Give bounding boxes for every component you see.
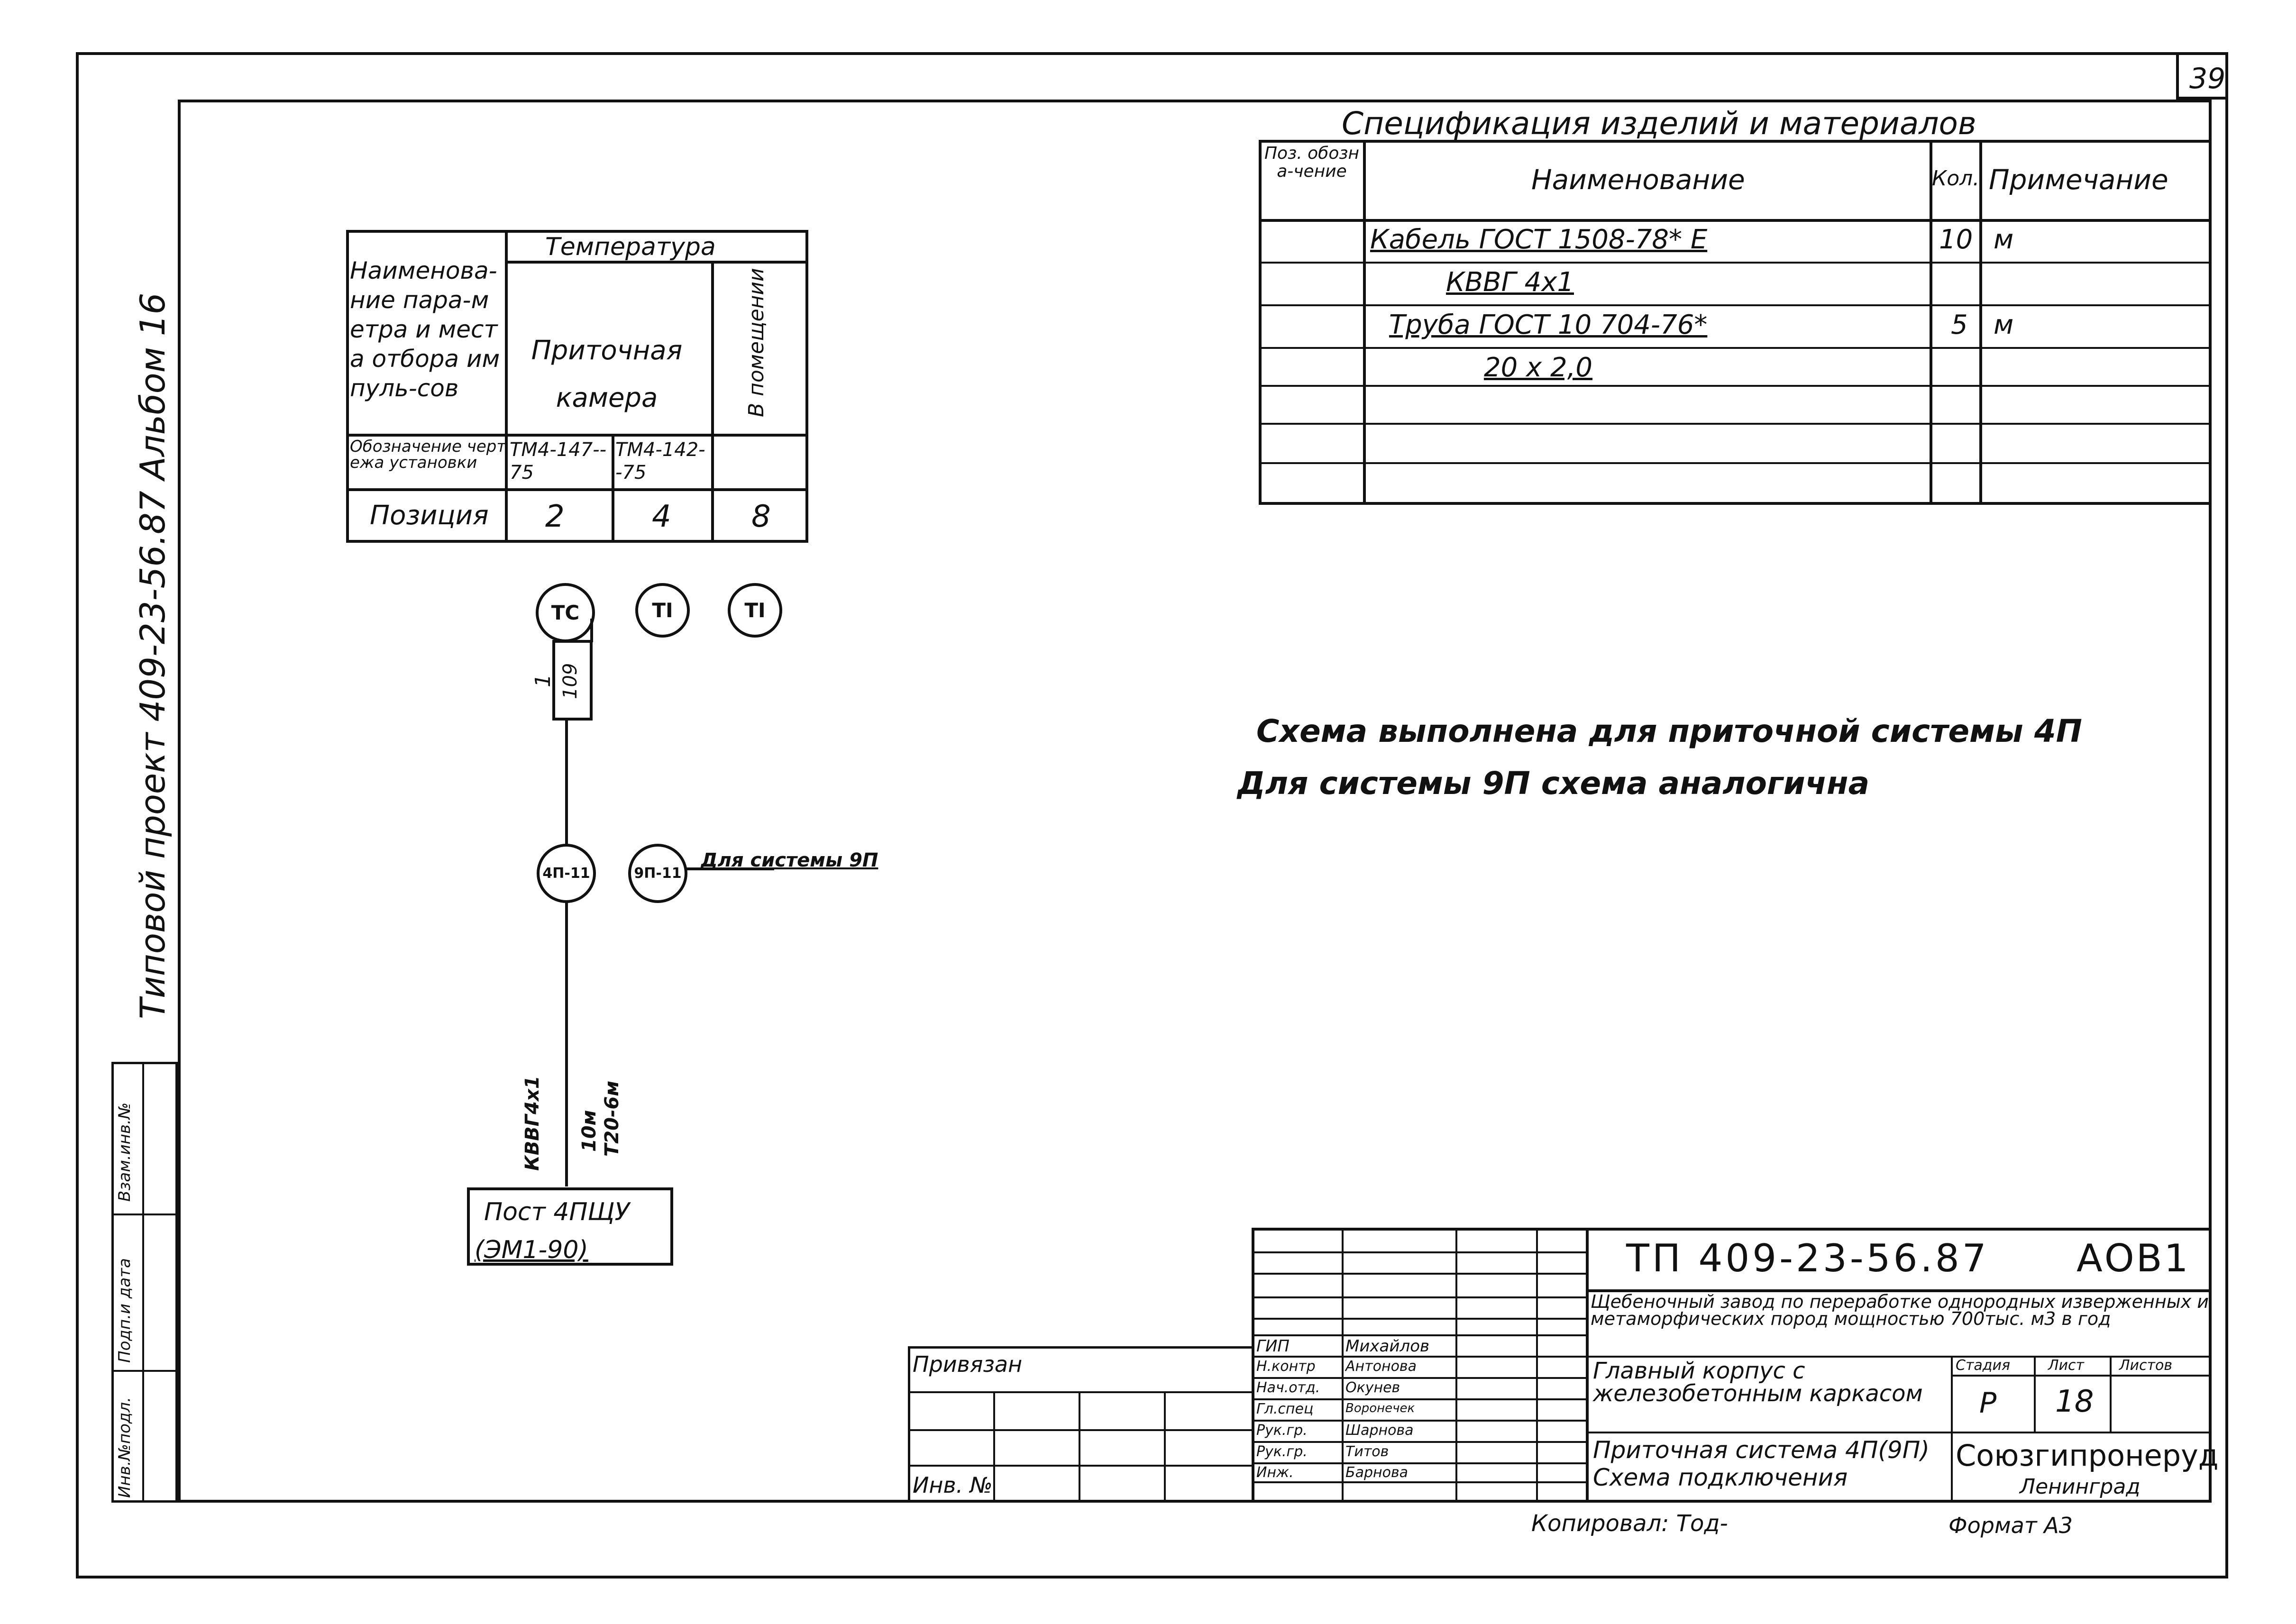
main-row bbox=[1252, 1377, 1586, 1379]
bound-line bbox=[993, 1391, 995, 1503]
spec-header-pos: Поз. обозна-чение bbox=[1264, 144, 1360, 181]
role-name: Воронечек bbox=[1345, 1401, 1415, 1415]
main-col bbox=[1342, 1228, 1344, 1503]
spec-row-name: Труба ГОСТ 10 704-76* bbox=[1389, 310, 1708, 340]
param-row2-label: Обозначение чертежа установки bbox=[350, 437, 506, 472]
spec-col-line bbox=[1979, 140, 1982, 505]
main-row bbox=[1252, 1318, 1586, 1320]
spec-row-note: м bbox=[1994, 224, 2014, 255]
param-row-line bbox=[346, 434, 808, 437]
spec-row-name: 20 х 2,0 bbox=[1484, 352, 1593, 383]
circle-9p-11: 9П-11 bbox=[628, 844, 687, 903]
main-row bbox=[1252, 1398, 1586, 1400]
param-row3-label: Позиция bbox=[370, 500, 489, 531]
sheet-title: Приточная система 4П(9П) Схема подключения bbox=[1593, 1436, 1930, 1491]
side-title: Типовой проект 409-23-56.87 Альбом 16 bbox=[133, 292, 173, 1019]
cable-label: КВВГ4х1 bbox=[521, 1076, 543, 1171]
spec-header-note: Примечание bbox=[1989, 164, 2168, 196]
param-pos-value: 4 bbox=[652, 499, 671, 534]
stamp-divider bbox=[142, 1062, 144, 1503]
circle-4p-11: 4П-11 bbox=[537, 844, 596, 903]
param-col-supply: Приточная камера bbox=[531, 335, 683, 413]
role: Рук.гр. bbox=[1256, 1422, 1308, 1439]
bound-line bbox=[1164, 1391, 1166, 1503]
role-name: Михайлов bbox=[1345, 1337, 1430, 1356]
sheet-number-box bbox=[2176, 52, 2228, 100]
main-row bbox=[1252, 1251, 1586, 1253]
building-name: Главный корпус с железобетонным каркасом bbox=[1593, 1358, 1923, 1407]
main-col bbox=[1586, 1228, 1589, 1503]
role: Нач.отд. bbox=[1256, 1379, 1320, 1396]
signal-line bbox=[565, 720, 568, 845]
circle-ti-4: TI bbox=[635, 583, 690, 638]
spec-row-line bbox=[1259, 219, 2212, 222]
param-header-temperature: Температура bbox=[545, 233, 716, 261]
main-col bbox=[2034, 1356, 2036, 1432]
param-row2-v2: ТМ4-142--75 bbox=[615, 439, 705, 484]
album-code: АОВ1 bbox=[2076, 1236, 2190, 1280]
side-stamp-inventory: Инв.№подл. bbox=[115, 1397, 134, 1498]
spec-row-name: КВВГ 4х1 bbox=[1446, 267, 1574, 298]
post-line1: Пост 4ПЩУ bbox=[484, 1198, 630, 1226]
spec-row-line bbox=[1259, 423, 2212, 425]
bound-line bbox=[1079, 1391, 1080, 1503]
sensor-lead bbox=[590, 619, 593, 642]
stamp-divider bbox=[111, 1213, 178, 1215]
role: Рук.гр. bbox=[1256, 1443, 1308, 1460]
main-row bbox=[1252, 1420, 1586, 1422]
spec-row-qty: 5 bbox=[1951, 310, 1968, 340]
sensor-mark: 1 bbox=[531, 674, 555, 687]
spec-row-line bbox=[1259, 262, 2212, 264]
spec-row-line bbox=[1259, 304, 2212, 306]
project-name: Щебеночный завод по переработке однородных изверженных и метаморфических пород мощностью 700тыс. м3 в год bbox=[1591, 1291, 2209, 1329]
spec-row-line bbox=[1259, 347, 2212, 349]
cable-line bbox=[565, 902, 568, 1186]
role: Гл.спец bbox=[1256, 1401, 1314, 1417]
role-name: Окунев bbox=[1345, 1379, 1400, 1396]
sheet-header: Лист bbox=[2048, 1357, 2085, 1374]
circle-tc: ТС bbox=[536, 583, 595, 642]
param-col-room: В помещении bbox=[744, 268, 768, 417]
main-row bbox=[1252, 1296, 1586, 1298]
spec-row-qty: 10 bbox=[1939, 224, 1973, 255]
note-line1: Схема выполнена для приточной системы 4П bbox=[1256, 713, 2082, 749]
main-row bbox=[1252, 1441, 1586, 1443]
param-pos-value: 2 bbox=[545, 499, 565, 534]
post-box bbox=[467, 1187, 673, 1266]
org-name: Союзгипронеруд bbox=[1956, 1438, 2219, 1473]
main-row bbox=[1252, 1462, 1586, 1464]
project-code: ТП 409-23-56.87 bbox=[1626, 1236, 1989, 1280]
side-stamp-signature: Подп.и дата bbox=[115, 1258, 134, 1363]
bound-label: Привязан bbox=[913, 1351, 1023, 1377]
spec-header-name: Наименование bbox=[1531, 164, 1745, 196]
role: Н.контр bbox=[1256, 1358, 1316, 1375]
spec-row-note: м bbox=[1994, 310, 2014, 340]
note-line2: Для системы 9П схема аналогична bbox=[1237, 765, 1870, 802]
org-city: Ленинград bbox=[2020, 1475, 2140, 1499]
spec-header-qty: Кол. bbox=[1932, 166, 1980, 191]
sheet-number: 39 bbox=[2189, 62, 2226, 95]
spec-title: Спецификация изделий и материалов bbox=[1342, 105, 1976, 142]
sheets-header: Листов bbox=[2119, 1357, 2173, 1374]
main-row bbox=[1586, 1432, 2212, 1433]
circle-ti-8: TI bbox=[728, 583, 782, 638]
param-row2-v1: ТМ4-147--75 bbox=[510, 439, 607, 484]
main-row bbox=[1951, 1375, 2212, 1377]
bound-line bbox=[908, 1391, 1254, 1393]
copied-by: Копировал: Тод- bbox=[1531, 1510, 1728, 1537]
spec-row-line bbox=[1259, 462, 2212, 464]
stamp-divider bbox=[111, 1370, 178, 1372]
spec-row-line bbox=[1259, 385, 2212, 387]
param-row-line bbox=[346, 488, 808, 491]
spec-row-name: Кабель ГОСТ 1508-78* Е bbox=[1370, 224, 1708, 255]
main-col bbox=[2110, 1356, 2112, 1432]
role-name: Антонова bbox=[1345, 1358, 1417, 1375]
sheet-value: 18 bbox=[2055, 1384, 2094, 1419]
cable-length: 10м bbox=[578, 1110, 600, 1152]
main-col bbox=[1455, 1228, 1457, 1503]
paper-format: Формат А3 bbox=[1948, 1513, 2073, 1538]
main-row bbox=[1252, 1356, 1586, 1358]
role-name: Шарнова bbox=[1345, 1422, 1414, 1439]
post-line2: (ЭМ1-90) bbox=[475, 1236, 588, 1264]
sensor-code: 109 bbox=[559, 663, 581, 699]
role-name: Титов bbox=[1345, 1443, 1389, 1460]
side-stamp-replace: Взам.инв.№ bbox=[115, 1102, 134, 1202]
spec-col-line bbox=[1930, 140, 1932, 505]
role: ГИП bbox=[1256, 1337, 1290, 1356]
bound-line bbox=[908, 1465, 1254, 1467]
role-name: Барнова bbox=[1345, 1464, 1409, 1481]
bound-line bbox=[908, 1429, 1254, 1431]
param-col-line bbox=[505, 230, 508, 543]
role: Инж. bbox=[1256, 1464, 1294, 1481]
main-row bbox=[1252, 1481, 1586, 1483]
stage-header: Стадия bbox=[1956, 1357, 2011, 1374]
param-pos-value: 8 bbox=[751, 499, 771, 534]
main-col bbox=[1536, 1228, 1538, 1503]
spec-col-line bbox=[1363, 140, 1366, 505]
stage-value: Р bbox=[1979, 1387, 1997, 1420]
param-row1-label: Наименова-ние пара-метра и места отбора импуль-сов bbox=[350, 257, 500, 402]
main-row bbox=[1252, 1273, 1586, 1275]
inv-label: Инв. № bbox=[913, 1472, 993, 1498]
main-row bbox=[1252, 1334, 1586, 1336]
param-col-line bbox=[711, 261, 714, 543]
for-system-9p: Для системы 9П bbox=[701, 849, 878, 871]
pipe-label: Т20-6м bbox=[601, 1080, 623, 1157]
